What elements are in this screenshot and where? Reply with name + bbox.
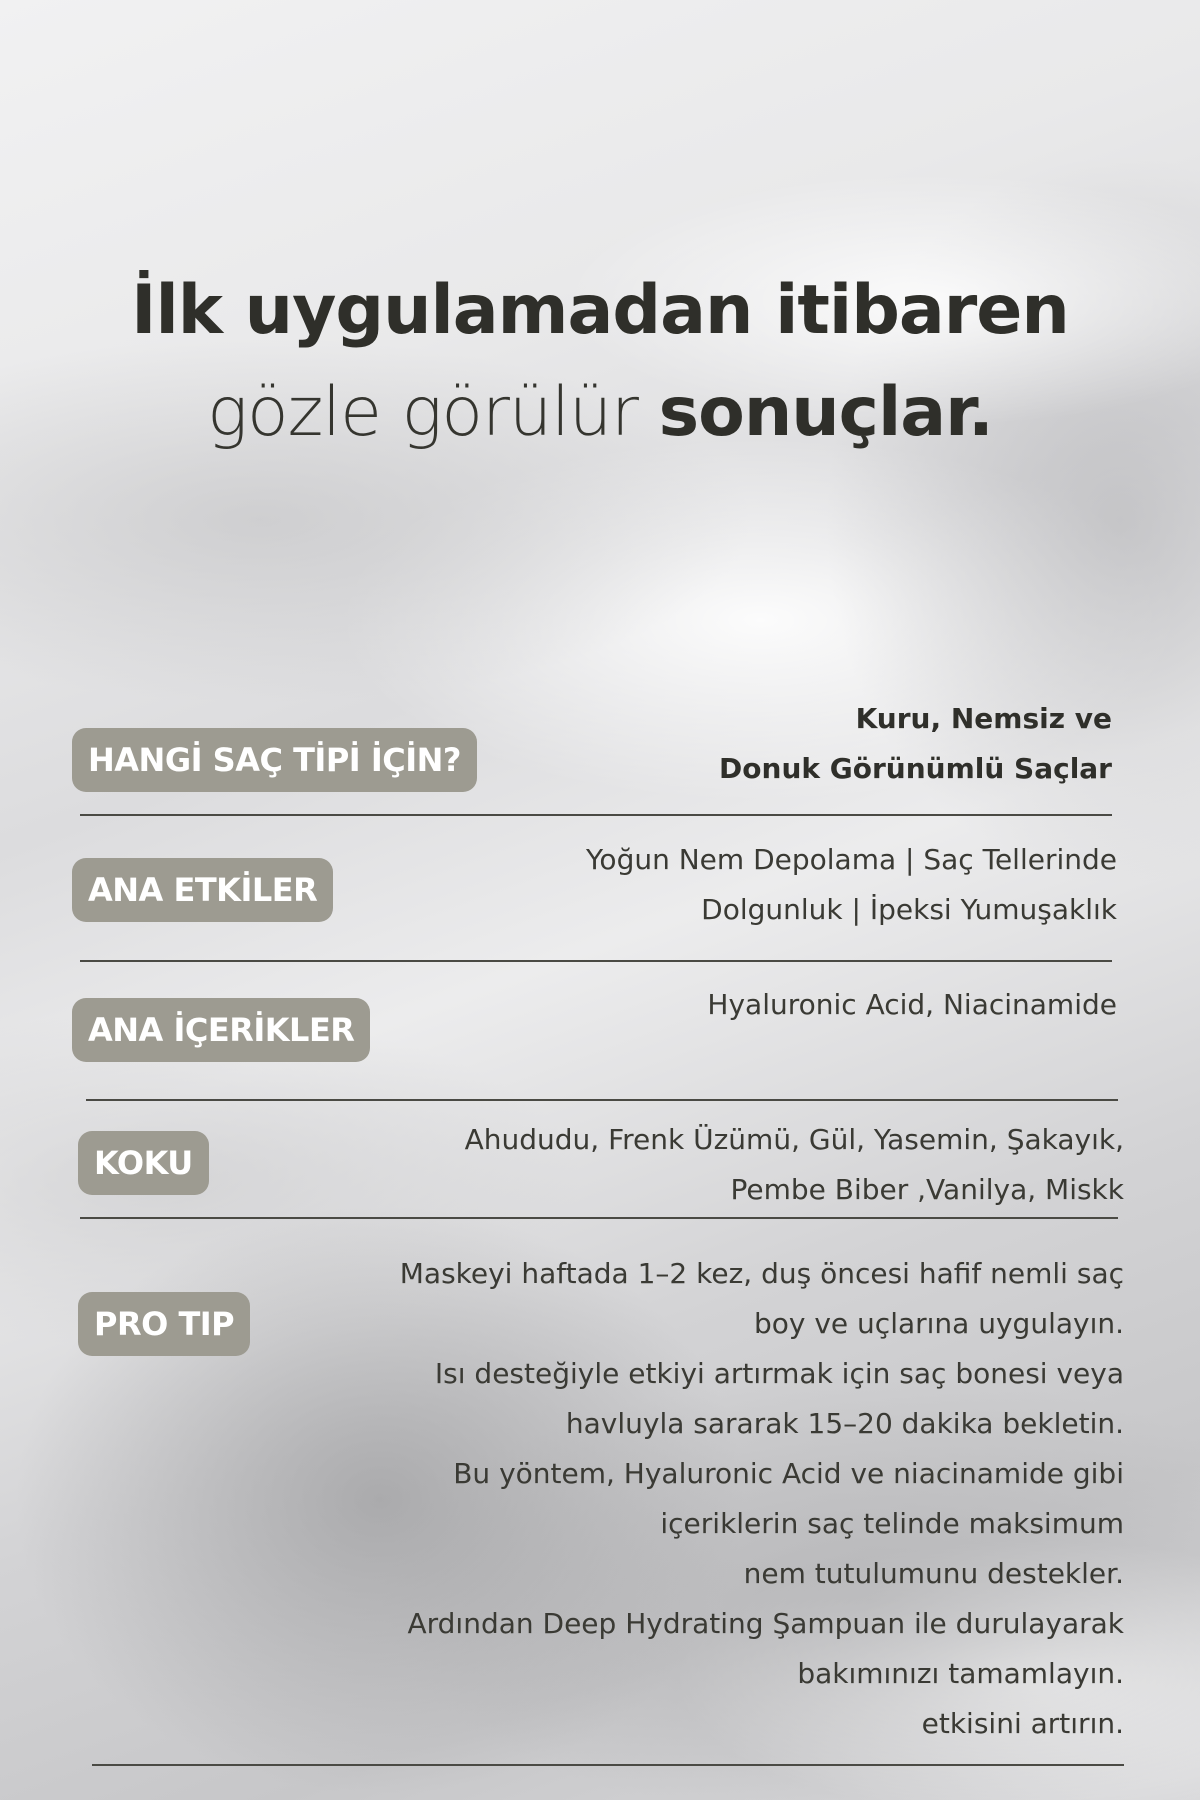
label-hair-type: HANGİ SAÇ TİPİ İÇİN? — [72, 728, 477, 792]
value-main-ingredients-line: Hyaluronic Acid, Niacinamide — [707, 988, 1117, 1021]
value-pro-tip-line: içeriklerin saç telinde maksimum — [660, 1507, 1124, 1540]
value-main-ingredients — [707, 980, 1117, 1030]
label-main-effects: ANA ETKİLER — [72, 858, 333, 922]
value-pro-tip-line: nem tutulumunu destekler. — [743, 1557, 1124, 1590]
divider — [92, 1764, 1124, 1766]
value-main-effects-line: Yoğun Nem Depolama | Saç Tellerinde — [586, 843, 1117, 876]
value-pro-tip — [400, 1249, 1124, 1749]
label-scent: KOKU — [78, 1131, 209, 1195]
value-pro-tip-line: Bu yöntem, Hyaluronic Acid ve niacinamide gibi — [453, 1457, 1124, 1490]
value-pro-tip-line: Maskeyi haftada 1–2 kez, duş öncesi hafif nemli saç — [399, 1257, 1124, 1290]
divider — [80, 1217, 1118, 1219]
value-main-effects — [586, 835, 1117, 935]
value-scent-line: Ahududu, Frenk Üzümü, Gül, Yasemin, Şakayık, — [464, 1123, 1124, 1156]
value-pro-tip-line: Isı desteğiyle etkiyi artırmak için saç bonesi veya — [434, 1357, 1124, 1390]
value-pro-tip-line: etkisini artırın. — [921, 1707, 1124, 1740]
value-scent — [465, 1115, 1124, 1215]
headline-line-2-bold: sonuçlar. — [658, 372, 993, 452]
divider — [80, 960, 1112, 962]
divider — [86, 1099, 1118, 1101]
label-main-ingredients: ANA İÇERİKLER — [72, 998, 370, 1062]
divider — [80, 814, 1112, 816]
value-pro-tip-line: havluyla sararak 15–20 dakika bekletin. — [565, 1407, 1124, 1440]
label-pro-tip: PRO TIP — [78, 1292, 250, 1356]
headline-line-1: İlk uygulamadan itibaren — [131, 271, 1069, 350]
value-pro-tip-line: bakımınızı tamamlayın. — [797, 1657, 1124, 1690]
value-pro-tip-line: Ardından Deep Hydrating Şampuan ile durulayarak — [407, 1607, 1124, 1640]
value-main-effects-line: Dolgunluk | İpeksi Yumuşaklık — [701, 893, 1117, 926]
value-scent-line: Pembe Biber ,Vanilya, Miskk — [730, 1173, 1124, 1206]
value-pro-tip-line: boy ve uçlarına uygulayın. — [753, 1307, 1124, 1340]
headline — [0, 270, 1200, 453]
value-hair-type — [719, 694, 1112, 794]
headline-line-2-light: gözle görülür — [207, 372, 659, 452]
value-hair-type-line: Kuru, Nemsiz ve — [855, 702, 1112, 735]
value-hair-type-line: Donuk Görünümlü Saçlar — [719, 752, 1112, 785]
headline-line-2 — [0, 372, 1200, 454]
